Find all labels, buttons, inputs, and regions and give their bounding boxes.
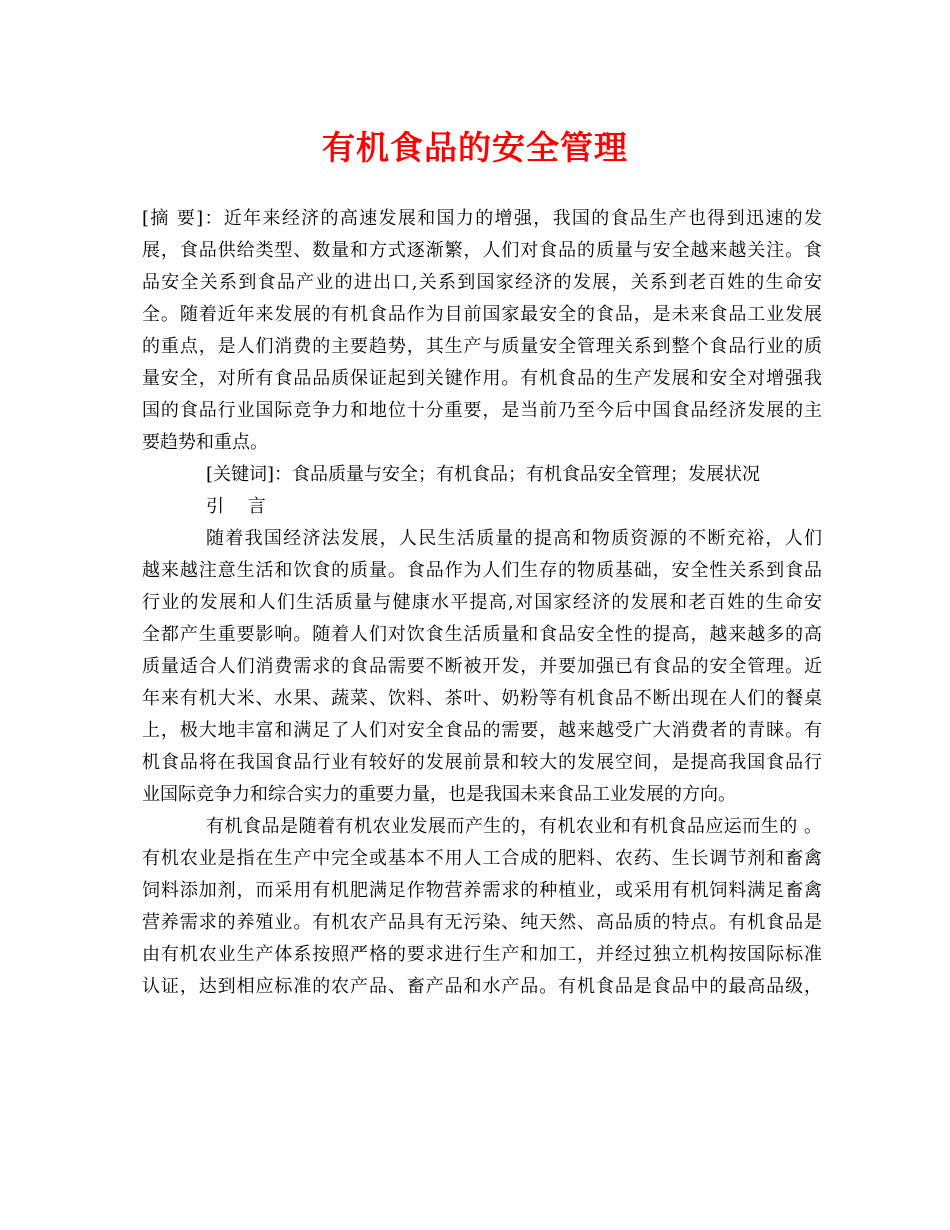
abstract-line: [摘 要]：近年来经济的高速发展和国力的增强，我国的食品生产也得到迅速的发 xyxy=(142,208,822,229)
paragraph-line: 越来越注意生活和饮食的质量。食品作为人们生存的物质基础，安全性关系到食品 xyxy=(142,560,822,581)
abstract-line: 展，食品供给类型、数量和方式逐渐繁，人们对食品的质量与安全越来越关注。食 xyxy=(142,240,822,261)
paragraph-line: 随着我国经济法发展，人民生活质量的提高和物质资源的不断充裕，人们 xyxy=(206,528,822,549)
paragraph-line: 有机农业是指在生产中完全或基本不用人工合成的肥料、农药、生长调节剂和畜禽 xyxy=(142,848,822,869)
paragraph-line: 质量适合人们消费需求的食品需要不断被开发，并要加强已有食品的安全管理。近 xyxy=(142,656,822,677)
intro-heading: 引 言 xyxy=(206,496,266,517)
paragraph-line: 上，极大地丰富和满足了人们对安全食品的需要，越来越受广大消费者的青睐。有 xyxy=(142,720,822,741)
abstract xyxy=(142,203,822,459)
document-title: 有机食品的安全管理 xyxy=(322,128,628,167)
abstract-line: 的重点，是人们消费的主要趋势，其生产与质量安全管理关系到整个食品行业的质 xyxy=(142,336,822,357)
paragraph-line: 由有机农业生产体系按照严格的要求进行生产和加工，并经过独立机构按国际标准 xyxy=(142,944,822,965)
paragraph-line: 营养需求的养殖业。有机农产品具有无污染、纯天然、高品质的特点。有机食品是 xyxy=(142,912,822,933)
document-body xyxy=(142,203,822,1003)
paragraph-line: 饲料添加剂，而采用有机肥满足作物营养需求的种植业，或采用有机饲料满足畜禽 xyxy=(142,880,822,901)
abstract-line: 量安全，对所有食品品质保证起到关键作用。有机食品的生产发展和安全对增强我 xyxy=(142,368,822,389)
paragraph-line: 有机食品是随着有机农业发展而产生的，有机农业和有机食品应运而生的 。 xyxy=(206,816,822,837)
paragraph-line: 年来有机大米、水果、蔬菜、饮料、茶叶、奶粉等有机食品不断出现在人们的餐桌 xyxy=(142,688,822,709)
paragraph-line: 业国际竞争力和综合实力的重要力量，也是我国未来食品工业发展的方向。 xyxy=(142,784,736,805)
paragraph-line: 全都产生重要影响。随着人们对饮食生活质量和食品安全性的提高，越来越多的高 xyxy=(142,624,822,645)
abstract-line: 品安全关系到食品产业的进出口,关系到国家经济的发展，关系到老百姓的生命安 xyxy=(142,272,822,293)
abstract-line: 要趋势和重点。 xyxy=(142,432,268,453)
paragraph-line: 行业的发展和人们生活质量与健康水平提高,对国家经济的发展和老百姓的生命安 xyxy=(142,592,822,613)
paragraph-line: 认证，达到相应标准的农产品、畜产品和水产品。有机食品是食品中的最高品级， xyxy=(142,976,822,997)
paragraph-line: 机食品将在我国食品行业有较好的发展前景和较大的发展空间，是提高我国食品行 xyxy=(142,752,822,773)
abstract-line: 全。随着近年来发展的有机食品作为目前国家最安全的食品，是未来食品工业发展 xyxy=(142,304,822,325)
paragraph-2 xyxy=(142,811,822,1003)
paragraph-1 xyxy=(142,523,822,811)
abstract-line: 国的食品行业国际竞争力和地位十分重要，是当前乃至今后中国食品经济发展的主 xyxy=(142,400,822,421)
keywords-line: [关键词]：食品质量与安全；有机食品；有机食品安全管理；发展状况 xyxy=(206,464,761,485)
